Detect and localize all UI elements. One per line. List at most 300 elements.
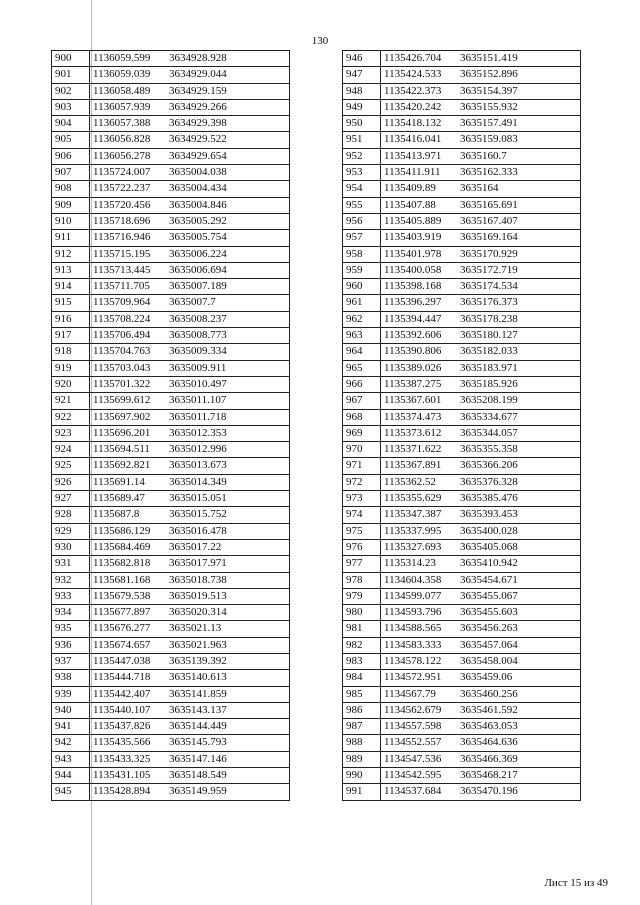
y-coordinate: 3635454.671 [460,573,518,586]
coordinates-cell [381,637,581,653]
table-row [343,637,581,653]
table-row [343,311,581,327]
x-coordinate: 1135720.456 [93,198,151,211]
x-coordinate: 1136058.489 [93,84,151,97]
table-row [343,751,581,767]
y-coordinate: 3635157.491 [460,117,518,130]
point-number: 925 [52,458,90,474]
table-row [52,197,290,213]
x-coordinate: 1135716.946 [93,231,151,244]
x-coordinate: 1135687.8 [93,508,140,521]
coordinates-cell [90,246,290,262]
y-coordinate: 3635344.057 [460,426,518,439]
x-coordinate: 1134537.684 [384,785,442,798]
table-row [343,702,581,718]
point-number: 917 [52,328,90,344]
point-number: 942 [52,735,90,751]
y-coordinate: 3635185.926 [460,377,518,390]
x-coordinate: 1135713.445 [93,263,151,276]
y-coordinate: 3635006.694 [169,263,227,276]
y-coordinate: 3635460.256 [460,687,518,700]
coordinates-cell [381,523,581,539]
y-coordinate: 3635012.996 [169,443,227,456]
coordinates-cell [90,523,290,539]
y-coordinate: 3635017.22 [169,540,222,553]
coordinates-cell [90,67,290,83]
point-number: 945 [52,784,90,800]
x-coordinate: 1135681.168 [93,573,151,586]
y-coordinate: 3634929.159 [169,84,227,97]
coordinates-cell [90,572,290,588]
x-coordinate: 1135411.911 [384,166,441,179]
y-coordinate: 3635174.534 [460,280,518,293]
x-coordinate: 1135422.373 [384,84,442,97]
y-coordinate: 3635154.397 [460,84,518,97]
y-coordinate: 3635149.959 [169,785,227,798]
x-coordinate: 1135437.826 [93,720,151,733]
y-coordinate: 3635018.738 [169,573,227,586]
point-number: 918 [52,344,90,360]
coordinates-cell [381,83,581,99]
x-coordinate: 1135679.538 [93,589,151,602]
y-coordinate: 3635008.237 [169,312,227,325]
coordinates-cell [90,556,290,572]
coordinates-cell [90,99,290,115]
table-row [343,442,581,458]
coordinates-cell [90,686,290,702]
x-coordinate: 1136057.388 [93,117,151,130]
point-number: 980 [343,605,381,621]
x-coordinate: 1135400.058 [384,263,442,276]
x-coordinate: 1134567.79 [384,687,436,700]
coordinates-cell [90,605,290,621]
coordinates-table-right [342,50,581,801]
x-coordinate: 1135684.469 [93,540,151,553]
point-number: 958 [343,246,381,262]
table-row [52,474,290,490]
y-coordinate: 3635155.932 [460,100,518,113]
x-coordinate: 1135413.971 [384,149,442,162]
y-coordinate: 3635005.754 [169,231,227,244]
y-coordinate: 3635182.033 [460,345,518,358]
table-row [343,165,581,181]
coordinates-cell [381,262,581,278]
y-coordinate: 3635410.942 [460,557,518,570]
coordinates-cell [90,279,290,295]
point-number: 907 [52,165,90,181]
sheet-label: Лист 15 из 49 [544,877,608,889]
y-coordinate: 3635148.549 [169,769,227,782]
table-row [343,279,581,295]
x-coordinate: 1135715.195 [93,247,151,260]
coordinates-cell [90,784,290,800]
table-row [343,588,581,604]
coordinates-cell [90,653,290,669]
y-coordinate: 3634929.654 [169,149,227,162]
y-coordinate: 3634929.044 [169,68,227,81]
coordinates-cell [90,735,290,751]
coordinates-cell [90,702,290,718]
point-number: 988 [343,735,381,751]
y-coordinate: 3635005.292 [169,214,227,227]
y-coordinate: 3635145.793 [169,736,227,749]
coordinates-cell [90,51,290,67]
coordinates-cell [381,116,581,132]
point-number: 969 [343,425,381,441]
point-number: 930 [52,539,90,555]
y-coordinate: 3635151.419 [460,52,518,64]
table-row [52,442,290,458]
table-row [52,539,290,555]
x-coordinate: 1135677.897 [93,606,151,619]
y-coordinate: 3635143.137 [169,703,227,716]
x-coordinate: 1135447.038 [93,654,151,667]
table-row [343,360,581,376]
x-coordinate: 1135314.23 [384,557,436,570]
coordinates-cell [381,653,581,669]
x-coordinate: 1135703.043 [93,361,151,374]
table-row [343,295,581,311]
y-coordinate: 3635159.083 [460,133,518,146]
coordinates-cell [381,165,581,181]
table-row [343,735,581,751]
table-row [52,116,290,132]
coordinates-cell [381,572,581,588]
coordinates-cell [90,621,290,637]
coordinates-cell [90,637,290,653]
table-row [343,425,581,441]
coordinates-cell [381,458,581,474]
x-coordinate: 1135431.105 [93,769,151,782]
table-row [343,67,581,83]
x-coordinate: 1135418.132 [384,117,442,130]
coordinates-cell [381,686,581,702]
y-coordinate: 3635176.373 [460,296,518,309]
point-number: 906 [52,148,90,164]
point-number: 933 [52,588,90,604]
y-coordinate: 3635017.971 [169,557,227,570]
y-coordinate: 3635147.146 [169,752,227,765]
coordinates-cell [90,719,290,735]
point-number: 921 [52,393,90,409]
table-row [343,83,581,99]
table-row [343,653,581,669]
coordinates-cell [381,474,581,490]
x-coordinate: 1135435.566 [93,736,151,749]
y-coordinate: 3635170.929 [460,247,518,260]
point-number: 978 [343,572,381,588]
point-number: 924 [52,442,90,458]
coordinates-cell [381,51,581,67]
x-coordinate: 1135327.693 [384,540,442,553]
x-coordinate: 1135347.387 [384,508,442,521]
table-row [343,409,581,425]
x-coordinate: 1135711.705 [93,280,150,293]
point-number: 919 [52,360,90,376]
x-coordinate: 1135337.995 [384,524,442,537]
table-row [343,768,581,784]
x-coordinate: 1135682.818 [93,557,151,570]
x-coordinate: 1134562.679 [384,703,442,716]
point-number: 952 [343,148,381,164]
table-row [52,279,290,295]
coordinates-cell [90,588,290,604]
coordinates-cell [90,213,290,229]
coordinates-cell [381,442,581,458]
y-coordinate: 3635208.199 [460,394,518,407]
point-number: 908 [52,181,90,197]
point-number: 949 [343,99,381,115]
table-row [343,148,581,164]
coordinates-cell [90,768,290,784]
table-row [52,344,290,360]
table-row [52,393,290,409]
x-coordinate: 1135424.533 [384,68,442,81]
y-coordinate: 3635183.971 [460,361,518,374]
x-coordinate: 1134578.122 [384,654,442,667]
table-row [52,491,290,507]
table-row [52,213,290,229]
table-row [343,393,581,409]
y-coordinate: 3635468.217 [460,769,518,782]
coordinates-cell [381,621,581,637]
coordinates-cell [90,116,290,132]
coordinates-cell [381,409,581,425]
point-number: 913 [52,262,90,278]
point-number: 900 [52,51,90,67]
y-coordinate: 3635160.7 [460,149,507,162]
table-row [52,784,290,800]
coordinates-cell [381,702,581,718]
coordinates-cell [90,311,290,327]
coordinates-cell [90,328,290,344]
x-coordinate: 1136056.828 [93,133,151,146]
coordinates-cell [381,67,581,83]
y-coordinate: 3634929.522 [169,133,227,146]
x-coordinate: 1135708.224 [93,312,151,325]
table-row [343,686,581,702]
table-row [343,556,581,572]
x-coordinate: 1135444.718 [93,671,151,684]
coordinates-cell [90,148,290,164]
point-number: 965 [343,360,381,376]
coordinates-cell [90,295,290,311]
x-coordinate: 1135433.325 [93,752,151,765]
point-number: 956 [343,213,381,229]
point-number: 931 [52,556,90,572]
coordinates-cell [381,311,581,327]
coordinates-cell [90,751,290,767]
x-coordinate: 1136056.278 [93,149,151,162]
point-number: 939 [52,686,90,702]
table-row [52,328,290,344]
y-coordinate: 3635019.513 [169,589,227,602]
table-row [343,230,581,246]
x-coordinate: 1134604.358 [384,573,442,586]
y-coordinate: 3635013.673 [169,459,227,472]
coordinates-cell [381,344,581,360]
x-coordinate: 1135440.107 [93,703,151,716]
point-number: 971 [343,458,381,474]
coordinates-cell [90,376,290,392]
table-row [52,51,290,67]
y-coordinate: 3635141.859 [169,687,227,700]
point-number: 944 [52,768,90,784]
y-coordinate: 3635011.718 [169,410,227,423]
table-row [52,99,290,115]
point-number: 937 [52,653,90,669]
coordinates-table-left [51,50,290,801]
y-coordinate: 3635140.613 [169,671,227,684]
point-number: 903 [52,99,90,115]
x-coordinate: 1135694.511 [93,443,150,456]
coordinates-cell [381,197,581,213]
x-coordinate: 1135689.47 [93,492,145,505]
x-coordinate: 1135394.447 [384,312,442,325]
y-coordinate: 3635139.392 [169,654,227,667]
table-row [343,262,581,278]
table-row [52,262,290,278]
x-coordinate: 1134547.536 [384,752,442,765]
table-row [52,376,290,392]
point-number: 954 [343,181,381,197]
x-coordinate: 1135704.763 [93,345,151,358]
x-coordinate: 1136059.599 [93,52,151,64]
point-number: 934 [52,605,90,621]
point-number: 932 [52,572,90,588]
x-coordinate: 1135396.297 [384,296,442,309]
y-coordinate: 3635011.107 [169,394,227,407]
coordinates-cell [381,246,581,262]
table-row [343,572,581,588]
y-coordinate: 3635009.911 [169,361,227,374]
x-coordinate: 1135718.696 [93,214,151,227]
x-coordinate: 1135367.601 [384,394,442,407]
table-row [52,605,290,621]
table-row [52,295,290,311]
table-row [52,768,290,784]
point-number: 972 [343,474,381,490]
y-coordinate: 3635457.064 [460,638,518,651]
coordinates-cell [90,360,290,376]
x-coordinate: 1135426.704 [384,52,442,64]
table-row [52,670,290,686]
x-coordinate: 1135722.237 [93,182,151,195]
x-coordinate: 1134593.796 [384,606,442,619]
table-row [343,474,581,490]
point-number: 938 [52,670,90,686]
coordinates-cell [381,181,581,197]
table-row [343,99,581,115]
point-number: 966 [343,376,381,392]
table-row [343,328,581,344]
table-row [343,116,581,132]
table-row [343,621,581,637]
table-row [343,376,581,392]
x-coordinate: 1134588.565 [384,622,442,635]
point-number: 922 [52,409,90,425]
point-number: 936 [52,637,90,653]
table-row [52,621,290,637]
coordinates-cell [381,719,581,735]
table-row [52,311,290,327]
coordinates-cell [381,295,581,311]
x-coordinate: 1134542.595 [384,769,442,782]
table-row [52,246,290,262]
x-coordinate: 1135387.275 [384,377,442,390]
x-coordinate: 1134599.077 [384,589,442,602]
point-number: 923 [52,425,90,441]
table-row [52,588,290,604]
point-number: 967 [343,393,381,409]
y-coordinate: 3634929.398 [169,117,227,130]
coordinates-cell [381,99,581,115]
coordinates-cell [381,768,581,784]
point-number: 961 [343,295,381,311]
x-coordinate: 1135355.629 [384,492,442,505]
coordinates-cell [381,360,581,376]
table-row [52,751,290,767]
point-number: 959 [343,262,381,278]
point-number: 910 [52,213,90,229]
point-number: 953 [343,165,381,181]
point-number: 904 [52,116,90,132]
point-number: 990 [343,768,381,784]
point-number: 927 [52,491,90,507]
point-number: 986 [343,702,381,718]
table-row [52,523,290,539]
point-number: 977 [343,556,381,572]
y-coordinate: 3635014.349 [169,475,227,488]
point-number: 901 [52,67,90,83]
x-coordinate: 1135686.129 [93,524,151,537]
point-number: 955 [343,197,381,213]
x-coordinate: 1135398.168 [384,280,442,293]
table-row [52,181,290,197]
x-coordinate: 1135405.889 [384,214,442,227]
table-row [52,653,290,669]
y-coordinate: 3635385.476 [460,492,518,505]
x-coordinate: 1135389.026 [384,361,442,374]
coordinates-cell [381,148,581,164]
point-number: 985 [343,686,381,702]
y-coordinate: 3635007.189 [169,280,227,293]
point-number: 957 [343,230,381,246]
coordinates-cell [381,605,581,621]
point-number: 911 [52,230,90,246]
y-coordinate: 3635009.334 [169,345,227,358]
coordinates-cell [90,442,290,458]
table-row [52,67,290,83]
x-coordinate: 1135706.494 [93,329,151,342]
y-coordinate: 3635376.328 [460,475,518,488]
table-row [343,132,581,148]
point-number: 920 [52,376,90,392]
coordinates-cell [381,376,581,392]
point-number: 982 [343,637,381,653]
y-coordinate: 3635455.067 [460,589,518,602]
table-row [52,360,290,376]
coordinates-cell [381,328,581,344]
y-coordinate: 3635455.603 [460,606,518,619]
coordinates-cell [381,491,581,507]
table-row [52,230,290,246]
y-coordinate: 3635178.238 [460,312,518,325]
coordinates-cell [90,539,290,555]
coordinates-cell [90,491,290,507]
table-row [343,523,581,539]
table-row [52,409,290,425]
